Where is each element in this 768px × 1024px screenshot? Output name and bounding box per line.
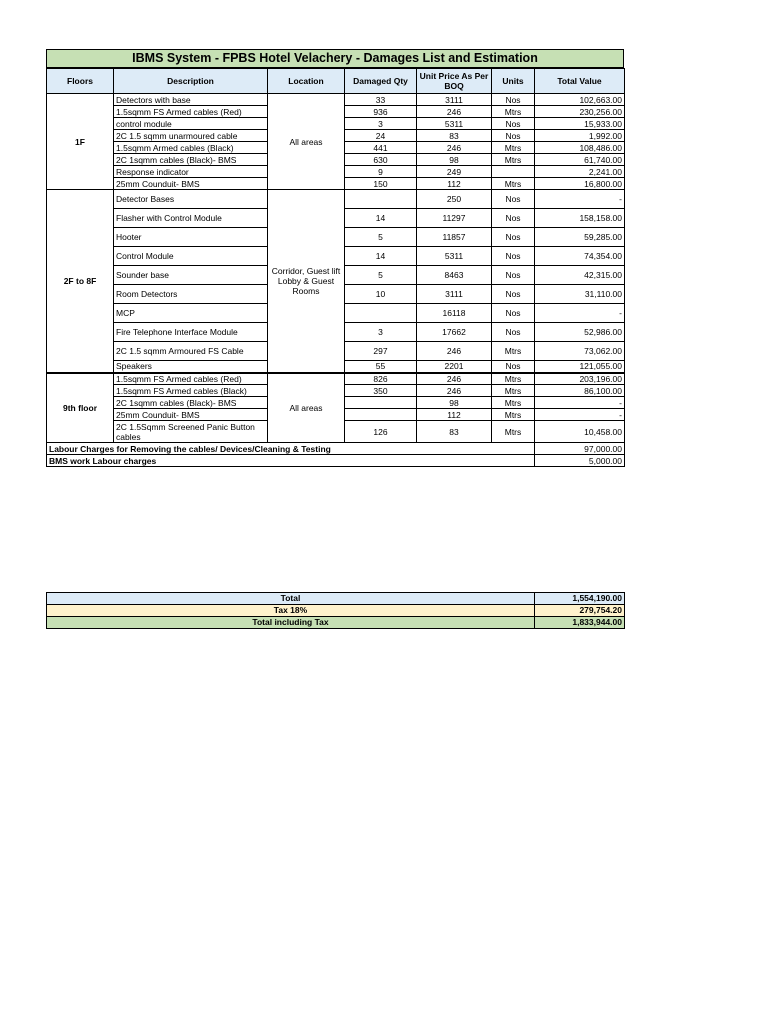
labour-total: 5,000.00 [535,455,625,467]
damages-sheet [46,49,624,467]
damaged-qty-cell: 3 [345,118,417,130]
unit-price-cell: 250 [417,190,492,209]
unit-price-cell: 249 [417,166,492,178]
units-cell: Nos [492,228,535,247]
header-description: Description [114,69,268,94]
units-cell: Nos [492,361,535,373]
units-cell: Nos [492,285,535,304]
damaged-qty-cell: 55 [345,361,417,373]
description-cell: Detector Bases [114,190,268,209]
damaged-qty-cell: 826 [345,373,417,385]
total-value-cell: 31,110.00 [535,285,625,304]
description-cell: control module [114,118,268,130]
damaged-qty-cell: 297 [345,342,417,361]
damaged-qty-cell: 630 [345,154,417,166]
header-damaged-qty: Damaged Qty [345,69,417,94]
damaged-qty-cell: 5 [345,266,417,285]
labour-label: Labour Charges for Removing the cables/ Devices/Cleaning & Testing [47,443,535,455]
summary-block [46,592,624,629]
summary-incl-row [47,617,625,629]
unit-price-cell: 11857 [417,228,492,247]
table-row [47,94,625,106]
unit-price-cell: 98 [417,154,492,166]
header-row [47,69,625,94]
summary-tax-label: Tax 18% [47,605,535,617]
description-cell: MCP [114,304,268,323]
total-value-cell: 15,933.00 [535,118,625,130]
description-cell: Fire Telephone Interface Module [114,323,268,342]
unit-price-cell: 83 [417,421,492,443]
unit-price-cell: 112 [417,178,492,190]
damaged-qty-cell [345,304,417,323]
description-cell: 1.5sqmm FS Armed cables (Red) [114,373,268,385]
header-unit-price: Unit Price As Per BOQ [417,69,492,94]
total-value-cell: - [535,304,625,323]
description-cell: 2C 1.5Sqmm Screened Panic Button cables [114,421,268,443]
total-value-cell: 102,663.00 [535,94,625,106]
description-cell: 1.5sqmm FS Armed cables (Red) [114,106,268,118]
unit-price-cell: 246 [417,142,492,154]
description-cell: Speakers [114,361,268,373]
damaged-qty-cell: 5 [345,228,417,247]
units-cell [492,166,535,178]
total-value-cell: 203,196.00 [535,373,625,385]
units-cell: Nos [492,94,535,106]
total-value-cell: 2,241.00 [535,166,625,178]
summary-tax-value: 279,754.20 [535,605,625,617]
damaged-qty-cell: 14 [345,209,417,228]
units-cell: Mtrs [492,409,535,421]
header-units: Units [492,69,535,94]
table-row [47,373,625,385]
units-cell: Nos [492,209,535,228]
floor-cell: 9th floor [47,373,114,443]
unit-price-cell: 83 [417,130,492,142]
total-value-cell: 73,062.00 [535,342,625,361]
header-location: Location [268,69,345,94]
description-cell: 2C 1.5 sqmm Armoured FS Cable [114,342,268,361]
damaged-qty-cell: 126 [345,421,417,443]
unit-price-cell: 246 [417,373,492,385]
units-cell: Mtrs [492,154,535,166]
total-value-cell: 86,100.00 [535,385,625,397]
total-value-cell: 1,992.00 [535,130,625,142]
total-value-cell: - [535,397,625,409]
damaged-qty-cell [345,409,417,421]
damages-table [46,68,625,467]
location-cell: Corridor, Guest lift Lobby & Guest Rooms [268,190,345,373]
sheet-title: IBMS System - FPBS Hotel Velachery - Damages List and Estimation [46,49,624,68]
units-cell: Nos [492,247,535,266]
unit-price-cell: 246 [417,385,492,397]
units-cell: Nos [492,323,535,342]
unit-price-cell: 3111 [417,285,492,304]
header-total-value: Total Value [535,69,625,94]
table-row [47,190,625,209]
damaged-qty-cell: 3 [345,323,417,342]
description-cell: Control Module [114,247,268,266]
damaged-qty-cell: 936 [345,106,417,118]
description-cell: 2C 1.5 sqmm unarmoured cable [114,130,268,142]
total-value-cell: 10,458.00 [535,421,625,443]
damaged-qty-cell [345,190,417,209]
unit-price-cell: 246 [417,106,492,118]
unit-price-cell: 246 [417,342,492,361]
labour-row [47,443,625,455]
total-value-cell: 74,354.00 [535,247,625,266]
summary-total-label: Total [47,593,535,605]
damaged-qty-cell: 9 [345,166,417,178]
unit-price-cell: 11297 [417,209,492,228]
description-cell: Detectors with base [114,94,268,106]
description-cell: 2C 1sqmm cables (Black)- BMS [114,154,268,166]
units-cell: Nos [492,266,535,285]
damaged-qty-cell: 33 [345,94,417,106]
unit-price-cell: 8463 [417,266,492,285]
description-cell: Hooter [114,228,268,247]
description-cell: Response indicator [114,166,268,178]
summary-incl-value: 1,833,944.00 [535,617,625,629]
units-cell: Mtrs [492,178,535,190]
header-floors: Floors [47,69,114,94]
damaged-qty-cell: 350 [345,385,417,397]
unit-price-cell: 98 [417,397,492,409]
summary-tax-row [47,605,625,617]
unit-price-cell: 3111 [417,94,492,106]
description-cell: 25mm Counduit- BMS [114,409,268,421]
units-cell: Mtrs [492,106,535,118]
damaged-qty-cell: 14 [345,247,417,266]
unit-price-cell: 17662 [417,323,492,342]
location-cell: All areas [268,373,345,443]
units-cell: Nos [492,118,535,130]
location-cell: All areas [268,94,345,190]
total-value-cell: 52,986.00 [535,323,625,342]
damaged-qty-cell: 24 [345,130,417,142]
units-cell: Nos [492,190,535,209]
summary-table [46,592,625,629]
labour-row [47,455,625,467]
floor-cell: 1F [47,94,114,190]
description-cell: Flasher with Control Module [114,209,268,228]
labour-total: 97,000.00 [535,443,625,455]
damaged-qty-cell: 10 [345,285,417,304]
floor-cell: 2F to 8F [47,190,114,373]
units-cell: Nos [492,130,535,142]
labour-label: BMS work Labour charges [47,455,535,467]
total-value-cell: 230,256.00 [535,106,625,118]
description-cell: 1.5sqmm FS Armed cables (Black) [114,385,268,397]
units-cell: Mtrs [492,385,535,397]
units-cell: Mtrs [492,397,535,409]
total-value-cell: 158,158.00 [535,209,625,228]
damaged-qty-cell: 441 [345,142,417,154]
total-value-cell: 42,315.00 [535,266,625,285]
units-cell: Mtrs [492,373,535,385]
unit-price-cell: 2201 [417,361,492,373]
total-value-cell: 108,486.00 [535,142,625,154]
damaged-qty-cell: 150 [345,178,417,190]
total-value-cell: - [535,409,625,421]
total-value-cell: 59,285.00 [535,228,625,247]
summary-incl-label: Total including Tax [47,617,535,629]
description-cell: Sounder base [114,266,268,285]
total-value-cell: - [535,190,625,209]
total-value-cell: 61,740.00 [535,154,625,166]
description-cell: 25mm Counduit- BMS [114,178,268,190]
unit-price-cell: 5311 [417,247,492,266]
units-cell: Mtrs [492,342,535,361]
description-cell: 2C 1sqmm cables (Black)- BMS [114,397,268,409]
description-cell: 1.5sqmm Armed cables (Black) [114,142,268,154]
damaged-qty-cell [345,397,417,409]
unit-price-cell: 5311 [417,118,492,130]
total-value-cell: 121,055.00 [535,361,625,373]
description-cell: Room Detectors [114,285,268,304]
total-value-cell: 16,800.00 [535,178,625,190]
unit-price-cell: 112 [417,409,492,421]
units-cell: Nos [492,304,535,323]
unit-price-cell: 16118 [417,304,492,323]
summary-total-row [47,593,625,605]
units-cell: Mtrs [492,142,535,154]
summary-total-value: 1,554,190.00 [535,593,625,605]
units-cell: Mtrs [492,421,535,443]
